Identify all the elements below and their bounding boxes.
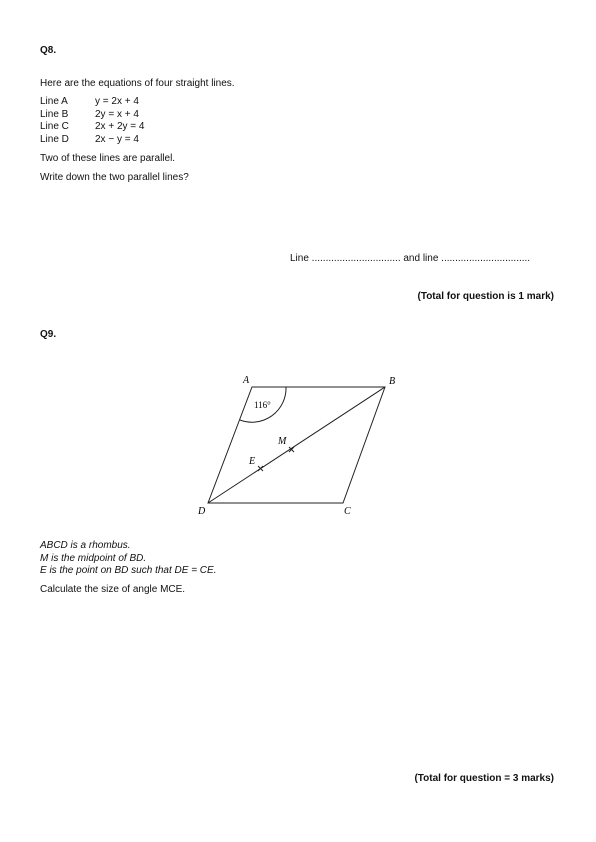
point-label-e: E (249, 456, 256, 467)
question-9-line-2: M is the midpoint of BD. (40, 552, 147, 564)
vertex-label-a: A (243, 375, 250, 386)
question-9-line-3: E is the point on BD such that DE = CE. (40, 565, 217, 576)
question-9-line-1: ABCD is a rhombus. (40, 540, 131, 551)
point-label-m: M (278, 436, 287, 447)
answer-line[interactable]: Line ................................ and line ................................ (290, 253, 531, 264)
line-equation-row (40, 134, 240, 147)
question-9-prompt: Calculate the size of angle MCE. (40, 584, 186, 595)
line-name: Line C (40, 121, 69, 132)
question-8-statement: Two of these lines are parallel. (40, 153, 176, 164)
line-equation: 2x + 2y = 4 (95, 121, 145, 132)
question-8-number: Q8. (40, 45, 57, 56)
question-8-prompt: Write down the two parallel lines? (40, 172, 189, 183)
rhombus-diagram (190, 370, 410, 520)
question-8-intro: Here are the equations of four straight lines. (40, 78, 235, 89)
line-equation-row (40, 109, 240, 122)
line-equation-row (40, 121, 240, 134)
question-9-total: (Total for question = 3 marks) (414, 773, 554, 784)
question-9-number: Q9. (40, 329, 57, 340)
line-name: Line B (40, 108, 69, 120)
question-8-total: (Total for question is 1 mark) (417, 291, 554, 302)
line-equations-list (40, 96, 240, 146)
line-equation-row (40, 96, 240, 109)
line-name: Line A (40, 96, 68, 107)
line-equation: 2x − y = 4 (95, 133, 139, 145)
diagonal-bd (208, 387, 385, 503)
line-name: Line D (40, 133, 69, 145)
vertex-label-c: C (344, 506, 351, 517)
line-equation: y = 2x + 4 (95, 96, 139, 107)
point-e-mark (258, 466, 263, 471)
angle-label: 116° (254, 400, 271, 410)
line-equation: 2y = x + 4 (95, 108, 139, 120)
vertex-label-d: D (198, 506, 206, 517)
vertex-label-b: B (389, 376, 396, 387)
